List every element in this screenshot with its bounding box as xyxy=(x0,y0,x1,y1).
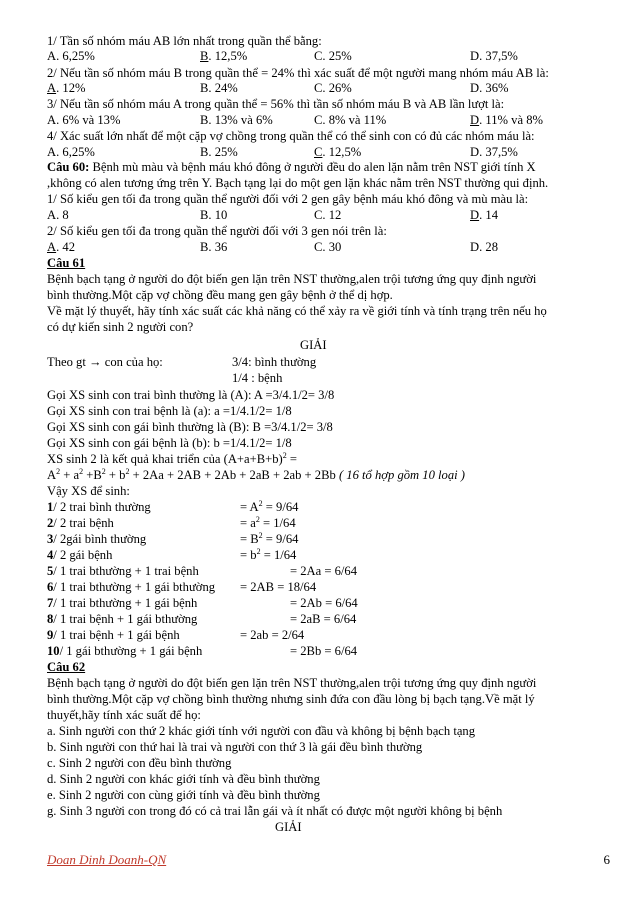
expansion-formula: $A^2 + a^2 +B^2 + b^2 + 2Aa + 2AB + 2Ab + 2aB + 2ab + 2Bb$ ( 16 tổ hợp gồm 10 loại ) xyxy=(47,466,465,482)
cau62-paragraph-2: bình thường.Một cặp vợ chồng bình thường nhưng sinh đứa con đầu lòng bị bạch tạng.Về mặt lý xyxy=(47,692,535,706)
theo-gt-line: Theo gt → con của họ: xyxy=(47,355,163,369)
cau60-q1-stem: 1/ Số kiểu gen tối đa trong quần thể người đối với 2 gen gây bệnh máu khó đông và mù màu là: xyxy=(47,192,529,206)
cau60-q1-option-c: C. 12 xyxy=(314,208,342,222)
result-value: = $B^2 = 9/64$ xyxy=(240,530,299,546)
result-label: 10/ 1 gái bthường + 1 gái bệnh xyxy=(47,644,203,658)
q3-option-d: D. 11% và 8% xyxy=(470,113,543,127)
cau62-item: e. Sinh 2 người con cùng giới tính và đều bình thường xyxy=(47,788,320,802)
cau62-item: g. Sinh 3 người con trong đó có cả trai lẫn gái và ít nhất có được một người không bị bệnh xyxy=(47,804,503,818)
result-value: = 2Aa = 6/64 xyxy=(290,564,358,578)
q1-option-b: B. 12,5% xyxy=(200,49,248,63)
results-intro: Vậy XS để sinh: xyxy=(47,484,130,498)
result-label: 3/ 2gái bình thường xyxy=(47,532,147,546)
cau60-q2-option-a: A. 42 xyxy=(47,240,75,254)
result-label: 1/ 2 trai bình thường xyxy=(47,500,151,514)
cau62-item: a. Sinh người con thứ 2 khác giới tính với người con đầu và không bị bệnh bạch tạng xyxy=(47,724,476,738)
q1-stem: 1/ Tần số nhóm máu AB lớn nhất trong quần thể bằng: xyxy=(47,34,322,48)
q2-option-d: D. 36% xyxy=(470,81,509,95)
ratio-sick: 1/4 : bệnh xyxy=(232,371,283,385)
result-label: 5/ 1 trai bthường + 1 trai bệnh xyxy=(47,564,199,578)
q1-option-d: D. 37,5% xyxy=(470,49,518,63)
cau60-intro: Câu 60: Bệnh mù màu và bệnh máu khó đông ở người đều do alen lặn nằm trên NST giới tính X xyxy=(47,160,536,174)
def-B: Gọi XS sinh con gái bình thường là (B): B =3/4.1/2= 3/8 xyxy=(47,420,333,434)
result-label: 2/ 2 trai bệnh xyxy=(47,516,114,530)
result-value: = 2Bb = 6/64 xyxy=(290,644,358,658)
q4-option-d: D. 37,5% xyxy=(470,145,518,159)
cau61-paragraph-2: bình thường.Một cặp vợ chồng đều mang gen gây bệnh ở thể dị hợp. xyxy=(47,288,393,302)
cau62-paragraph-3: thuyết,hãy tính xác suất để họ: xyxy=(47,708,201,722)
cau60-q1-option-d: D. 14 xyxy=(470,208,498,222)
result-value: = 2Ab = 6/64 xyxy=(290,596,358,610)
q2-option-a: A. 12% xyxy=(47,81,86,95)
result-label: 8/ 1 trai bệnh + 1 gái bthường xyxy=(47,612,198,626)
q3-option-c: C. 8% và 11% xyxy=(314,113,387,127)
q3-option-b: B. 13% và 6% xyxy=(200,113,273,127)
result-label: 9/ 1 trai bệnh + 1 gái bệnh xyxy=(47,628,180,642)
q4-option-b: B. 25% xyxy=(200,145,238,159)
cau60-intro-2: ,không có alen tương ứng trên Y. Bạch tạng lại do một gen lặn khác nằm trên NST thường qui định. xyxy=(47,176,549,190)
result-value: = $a^2 = 1/64$ xyxy=(240,514,296,530)
result-value: = 2ab = 2/64 xyxy=(240,628,305,642)
cau60-q2-option-b: B. 36 xyxy=(200,240,228,254)
result-value: = $b^2 = 1/64$ xyxy=(240,546,297,562)
cau61-paragraph-3: Về mặt lý thuyết, hãy tính xác suất các khả năng có thể xảy ra về giới tính và tính trạng trên nếu họ xyxy=(47,304,547,318)
q4-option-c: C. 12,5% xyxy=(314,145,362,159)
cau62-heading: Câu 62 xyxy=(47,660,86,674)
cau60-label: Câu 60: xyxy=(47,160,90,174)
cau62-item: d. Sinh 2 người con khác giới tính và đều bình thường xyxy=(47,772,320,786)
cau62-item: b. Sinh người con thứ hai là trai và người con thứ 3 là gái đều bình thường xyxy=(47,740,423,754)
q2-stem: 2/ Nếu tần số nhóm máu B trong quần thể = 24% thì xác suất để một người mang nhóm máu AB là: xyxy=(47,66,549,80)
def-a: Gọi XS sinh con trai bệnh là (a): a =1/4.1/2= 1/8 xyxy=(47,404,292,418)
cau62-giai-heading: GIẢI xyxy=(275,820,302,834)
right-arrow-icon: → xyxy=(88,355,102,369)
result-label: 7/ 1 trai bthường + 1 gái bệnh xyxy=(47,596,198,610)
q4-option-a: A. 6,25% xyxy=(47,145,95,159)
def-b: Gọi XS sinh con gái bệnh là (b): b =1/4.1/2= 1/8 xyxy=(47,436,292,450)
cau61-paragraph-1: Bệnh bạch tạng ở người do đột biến gen lặn trên NST thường,alen trội tương ứng quy định người xyxy=(47,272,537,286)
q2-option-c: C. 26% xyxy=(314,81,352,95)
q3-option-a: A. 6% và 13% xyxy=(47,113,121,127)
cau61-giai-heading: GIẢI xyxy=(300,338,327,352)
result-label: 6/ 1 trai bthường + 1 gái bthường xyxy=(47,580,216,594)
cau61-heading: Câu 61 xyxy=(47,256,86,270)
cau60-q1-option-b: B. 10 xyxy=(200,208,228,222)
cau60-q2-stem: 2/ Số kiểu gen tối đa trong quần thể người đối với 3 gen nói trên là: xyxy=(47,224,387,238)
footer-author: Doan Dinh Doanh-QN xyxy=(47,852,167,867)
q3-stem: 3/ Nếu tần số nhóm máu A trong quần thể = 56% thì tần số nhóm máu B và AB lần lượt là: xyxy=(47,97,505,111)
result-value: = 2AB = 18/64 xyxy=(240,580,317,594)
cau61-paragraph-4: có dự kiến sinh 2 người con? xyxy=(47,320,194,334)
result-label: 4/ 2 gái bệnh xyxy=(47,548,113,562)
page-number: 6 xyxy=(603,852,610,867)
result-value: = $A^2 = 9/64$ xyxy=(240,498,299,514)
q1-option-c: C. 25% xyxy=(314,49,352,63)
ratio-normal: 3/4: bình thường xyxy=(232,355,317,369)
result-value: = 2aB = 6/64 xyxy=(290,612,357,626)
q1-option-a: A. 6,25% xyxy=(47,49,95,63)
cau62-item: c. Sinh 2 người con đều bình thường xyxy=(47,756,232,770)
cau60-q2-option-c: C. 30 xyxy=(314,240,342,254)
cau60-q1-option-a: A. 8 xyxy=(47,208,69,222)
q2-option-b: B. 24% xyxy=(200,81,238,95)
cau62-paragraph-1: Bệnh bạch tạng ở người do đột biến gen lặn trên NST thường,alen trội tương ứng quy định người xyxy=(47,676,537,690)
def-A: Gọi XS sinh con trai bình thường là (A): A =3/4.1/2= 3/8 xyxy=(47,388,335,402)
combination-note: ( 16 tổ hợp gồm 10 loại ) xyxy=(338,468,465,482)
expansion-statement: XS sinh 2 là kết quả khai triển của $(A+a+B+b)^2$ = xyxy=(47,450,297,466)
q4-stem: 4/ Xác suất lớn nhất để một cặp vợ chồng trong quần thể có thể sinh con có đủ các nhóm máu là: xyxy=(47,129,535,143)
cau60-q2-option-d: D. 28 xyxy=(470,240,498,254)
